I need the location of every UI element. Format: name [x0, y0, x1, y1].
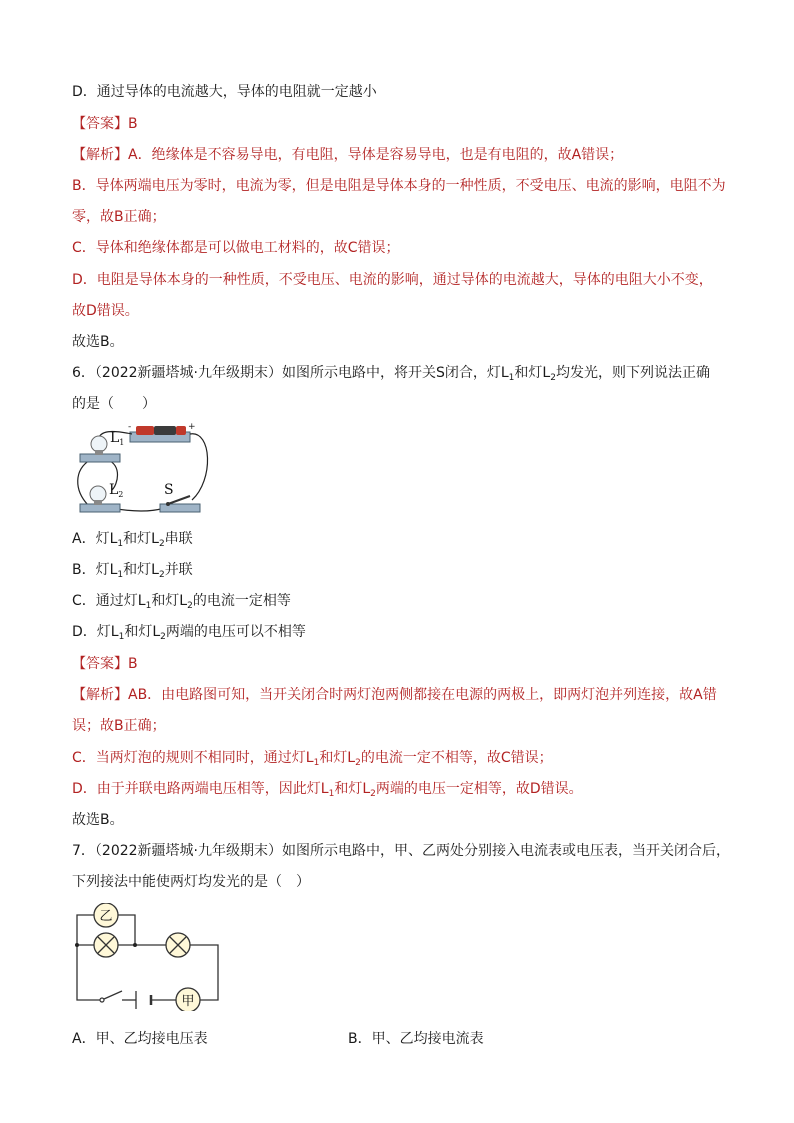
q6-answer [72, 654, 138, 674]
q6-option-d: D．灯$L_1$和灯$L_2$两端的电压可以不相等 [72, 624, 306, 642]
battery-cell-left [136, 426, 154, 435]
q7-circuit-diagram [72, 903, 222, 1011]
q6-analysis-line-2: 误；故B正确； [72, 718, 166, 734]
wire-yi-left [77, 915, 94, 945]
q5-answer [72, 114, 138, 134]
q5-option-d: D．通过导体的电流越大，导体的电阻就一定越小 [72, 84, 377, 100]
q5-analysis-line-6: 故D错误。 [72, 303, 139, 319]
l1-socket [95, 450, 103, 455]
q5-analysis-line-4: C．导体和绝缘体都是可以做电工材料的，故C错误； [72, 240, 400, 256]
q6-analysis-line-3: C．当两灯泡的规则不相同时，通过灯$L_1$和灯$L_2$的电流一定不相等，故C错误； [72, 750, 553, 768]
q6-analysis-line-4: D．由于并联电路两端电压相等，因此灯$L_1$和灯$L_2$两端的电压一定相等，故D错误。 [72, 781, 583, 799]
l2-base [80, 504, 120, 512]
q5-analysis-line-5: D．电阻是导体本身的一种性质，不受电压、电流的影响，通过导体的电流越大，导体的电阻大小不变， [72, 272, 713, 288]
q6-option-b: B．灯$L_1$和灯$L_2$并联 [72, 562, 193, 580]
wire-battery-to-switch [190, 434, 208, 500]
q6-option-a: A．灯$L_1$和灯$L_2$串联 [72, 531, 193, 549]
answer-value: B [128, 656, 138, 672]
q7-stem-line-2: 下列接法中能使两灯均发光的是（ ） [72, 874, 310, 890]
wire-yi-right [118, 915, 135, 945]
junction-left [75, 943, 79, 947]
answer-tag: 【答案】 [72, 656, 128, 672]
q6-option-c: C．通过灯$L_1$和灯$L_2$的电流一定相等 [72, 593, 291, 611]
meter-yi-label: 乙 [99, 909, 113, 924]
q7-option-a: A．甲、乙均接电压表 [72, 1031, 208, 1047]
q7-option-b: B．甲、乙均接电流表 [348, 1031, 484, 1047]
battery-minus: - [128, 422, 132, 432]
l2-bulb-icon [90, 486, 106, 502]
switch-base [160, 504, 200, 512]
q5-conclusion: 故选B。 [72, 334, 124, 350]
switch-pivot [166, 502, 170, 506]
wire-l1-l2-left [78, 460, 90, 505]
analysis-tag: 【解析】 [72, 147, 128, 163]
switch-label: S [164, 482, 174, 498]
switch-contact [100, 998, 104, 1002]
answer-value: B [128, 116, 138, 132]
switch-icon [104, 991, 122, 999]
q6-analysis-line-1: 【解析】AB．由电路图可知，当开关闭合时两灯泡两侧都接在电源的两极上，即两灯泡并列连接，故A错 [72, 687, 717, 703]
q5-analysis-line-2: B．导体两端电压为零时，电流为零，但是电阻是导体本身的一种性质，不受电压、电流的影响，电阻不为 [72, 178, 726, 194]
q5-analysis-line-3: 零，故B正确； [72, 209, 166, 225]
q5-analysis-line-1: 【解析】A．绝缘体是不容易导电，有电阻，导体是容易导电，也是有电阻的，故A错误； [72, 147, 624, 163]
l1-base [80, 454, 120, 462]
answer-tag: 【答案】 [72, 116, 128, 132]
l1-bulb-icon [91, 436, 107, 452]
meter-jia-label: 甲 [181, 994, 195, 1009]
q7-stem-line-1: 7．（2022新疆塔城·九年级期末）如图所示电路中，甲、乙两处分别接入电流表或电压表，当开关闭合后， [72, 843, 730, 859]
l2-socket [94, 500, 102, 505]
q6-stem-line-2: 的是（ ） [72, 396, 156, 412]
battery-plus: + [188, 422, 196, 432]
analysis-tag: 【解析】 [72, 687, 128, 703]
l1-label: $L_1$ [110, 430, 125, 447]
q6-conclusion: 故选B。 [72, 812, 124, 828]
q6-stem-line-1: 6．（2022新疆塔城·九年级期末）如图所示电路中，将开关S闭合，灯$L_1$和灯$L_2$均发光，则下列说法正确 [72, 365, 710, 383]
q6-circuit-figure [72, 420, 217, 522]
battery-cell-right [176, 426, 186, 435]
battery-cell-middle [154, 426, 176, 435]
junction-right [133, 943, 137, 947]
l2-label: $L_2$ [109, 482, 124, 499]
